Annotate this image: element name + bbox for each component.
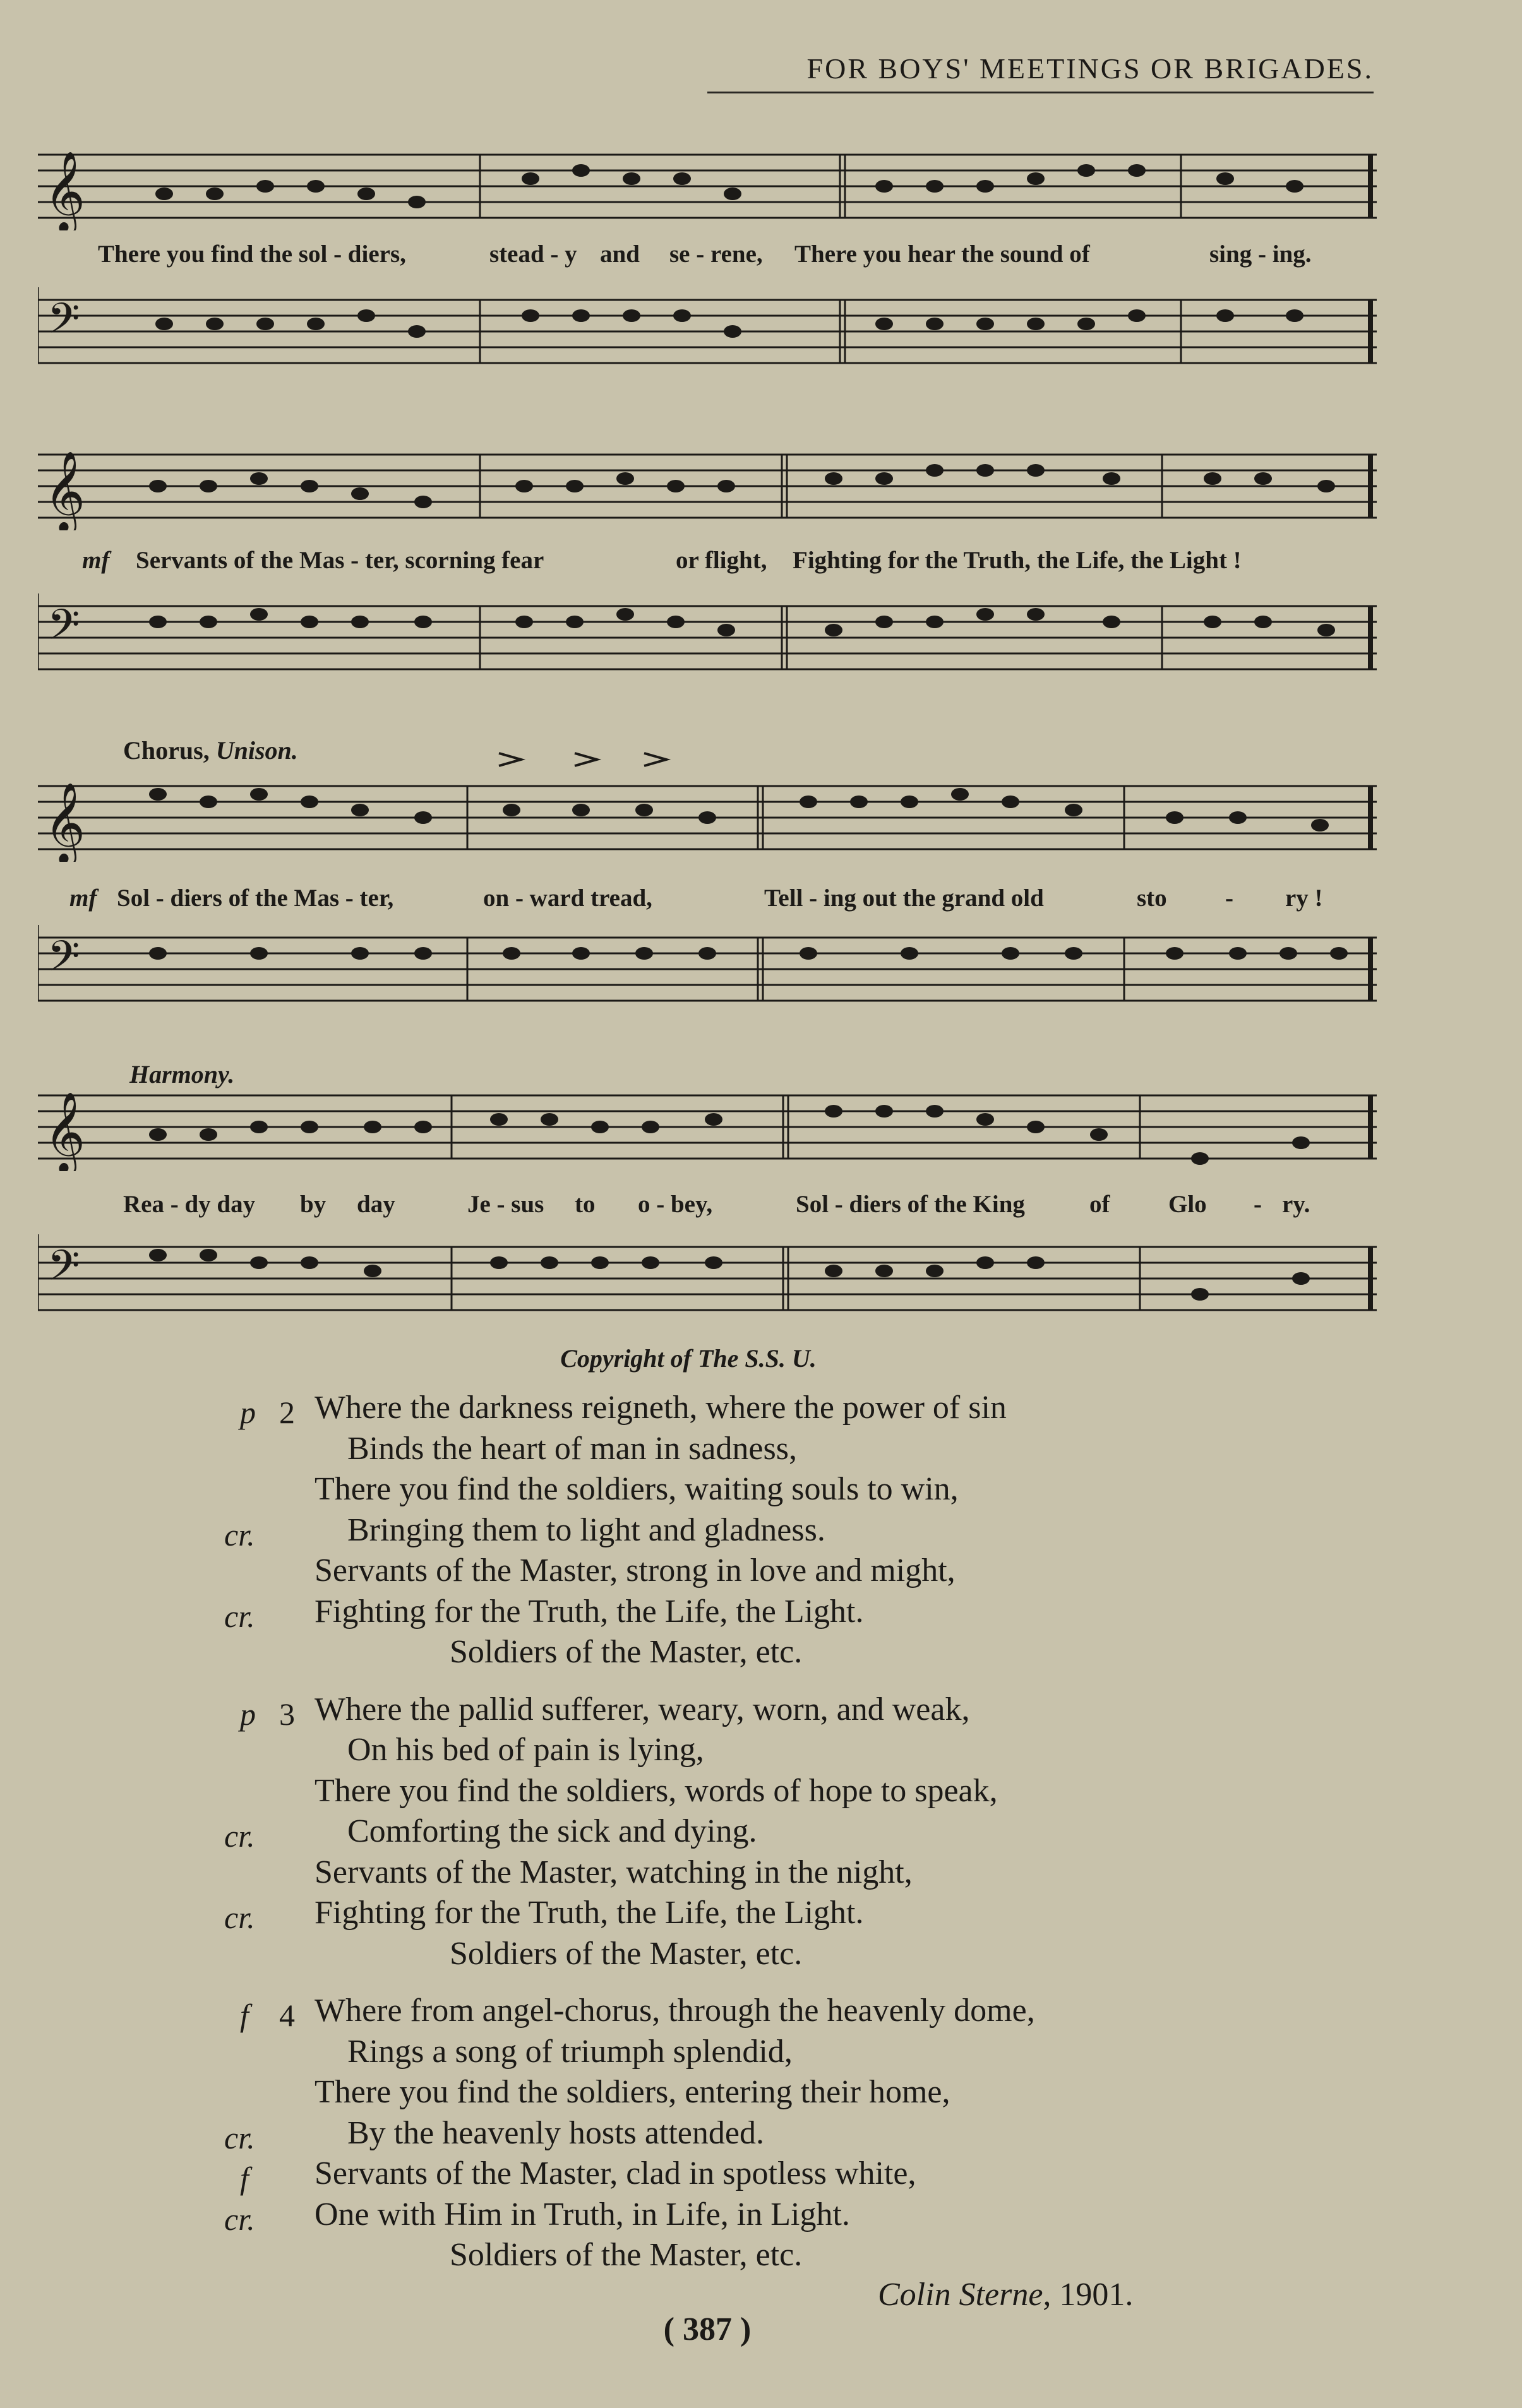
svg-text:𝄢: 𝄢 [47, 600, 80, 659]
copyright-notice: Copyright of The S.S. U. [560, 1344, 817, 1373]
dynamic-mark: p [240, 1696, 256, 1732]
dynamic-mark: cr. [224, 2119, 255, 2155]
lyric-syllables: and [600, 241, 640, 268]
verse-line: Rings a song of triumph splendid, [347, 2033, 793, 2070]
verse-line: Soldiers of the Master, etc. [450, 1634, 803, 1670]
dynamic-mark: p [240, 1395, 256, 1430]
verse-number: 2 [279, 1395, 295, 1430]
verse-line: Where the pallid sufferer, weary, worn, and weak, [315, 1691, 970, 1727]
svg-text:𝄞: 𝄞 [44, 1091, 86, 1171]
lyric-syllables: Servants of the Mas - ter, scorning fear [136, 547, 544, 574]
author-year: 1901. [1059, 2277, 1134, 2313]
lyric-syllables: ry. [1282, 1191, 1310, 1218]
verse-line: Fighting for the Truth, the Life, the Light. [315, 1895, 864, 1931]
verse-number: 3 [279, 1696, 295, 1732]
lyric-syllables: ry ! [1285, 885, 1323, 912]
lyric-syllables: Rea - dy day [123, 1191, 256, 1218]
lyric-syllables: - [1254, 1191, 1262, 1218]
dynamic-mark: cr. [224, 1900, 255, 1935]
accent-marks [493, 748, 745, 773]
dynamic-mark: mf [82, 547, 110, 574]
lyric-syllables: of [1089, 1191, 1110, 1218]
marker-style: Harmony. [129, 1060, 235, 1088]
lyric-syllables: on - ward tread, [483, 885, 652, 912]
lyric-syllables: There you find the sol - diers, [98, 241, 406, 268]
verse-line: Binds the heart of man in sadness, [347, 1430, 797, 1467]
svg-text:𝄢: 𝄢 [47, 1241, 80, 1300]
verse-line: Bringing them to light and gladness. [347, 1511, 825, 1548]
lyric-line-2 [38, 546, 1377, 578]
dynamic-mark: cr. [224, 2201, 255, 2237]
lyric-syllables: or flight, [676, 547, 767, 574]
music-system-3 [38, 773, 1377, 1026]
lyric-syllables: by [300, 1191, 327, 1218]
lyric-syllables: sto [1137, 885, 1167, 912]
bass-staff [38, 287, 1377, 388]
page-number: ( 387 ) [663, 2311, 752, 2347]
lyric-syllables: day [357, 1191, 395, 1218]
lyric-syllables: sing - ing. [1209, 241, 1312, 268]
dynamic-mark: cr. [224, 1598, 255, 1634]
treble-staff [38, 1083, 1377, 1171]
lyric-syllables: Je - sus [467, 1191, 544, 1218]
dynamic-mark: mf [69, 885, 97, 912]
marker-style: Unison. [215, 736, 298, 765]
author-name: Colin Sterne, [878, 2277, 1052, 2313]
lyric-syllables: - [1225, 885, 1233, 912]
verse-line: Comforting the sick and dying. [347, 1813, 757, 1849]
svg-text:𝄞: 𝄞 [44, 150, 86, 230]
verse-line: Servants of the Master, strong in love and might, [315, 1553, 956, 1588]
author-credit [878, 2276, 1133, 2313]
lyric-syllables: Tell - ing out the grand old [764, 885, 1044, 912]
svg-text:𝄞: 𝄞 [44, 782, 86, 862]
verse-line: Where from angel-chorus, through the heavenly dome, [315, 1993, 1035, 2029]
lyric-syllables: to [575, 1191, 596, 1218]
verse-line: There you find the soldiers, words of hope to speak, [315, 1772, 998, 1809]
lyric-line-1 [38, 240, 1377, 271]
verse-line: There you find the soldiers, entering their home, [315, 2074, 950, 2110]
dynamic-mark: cr. [224, 1517, 255, 1553]
svg-text:𝄞: 𝄞 [44, 450, 86, 530]
lyric-syllables: Glo [1168, 1191, 1207, 1218]
section-marker-chorus [123, 736, 298, 765]
music-system-4 [38, 1083, 1377, 1335]
dynamic-mark: f [240, 1998, 249, 2033]
lyric-line-3 [38, 884, 1377, 915]
svg-text:𝄢: 𝄢 [47, 294, 80, 353]
lyric-line-4 [38, 1190, 1377, 1222]
bass-staff [38, 593, 1377, 694]
lyric-syllables: Fighting for the Truth, the Life, the Light ! [793, 547, 1242, 574]
music-system-2 [38, 442, 1377, 694]
verse-line: Soldiers of the Master, etc. [450, 2237, 803, 2273]
music-system-1 [38, 142, 1377, 395]
lyric-syllables: Sol - diers of the Mas - ter, [117, 885, 394, 912]
lyric-syllables: o - bey, [638, 1191, 713, 1218]
lyric-syllables: Sol - diers of the King [796, 1191, 1025, 1218]
marker-label: Chorus, [123, 736, 210, 765]
lyric-syllables: stead - y [489, 241, 577, 268]
verse-line: By the heavenly hosts attended. [347, 2114, 764, 2151]
treble-staff [38, 442, 1377, 530]
svg-text:𝄢: 𝄢 [47, 932, 80, 991]
verse-line: Where the darkness reigneth, where the power of sin [315, 1390, 1007, 1426]
verse-line: Servants of the Master, watching in the night, [315, 1854, 913, 1890]
verse-line: Soldiers of the Master, etc. [450, 1935, 803, 1972]
lyric-syllables: se - rene, [669, 241, 763, 268]
treble-staff [38, 142, 1377, 230]
verse-line: There you find the soldiers, waiting souls to win, [315, 1471, 959, 1507]
verse-line: Servants of the Master, clad in spotless white, [315, 2155, 916, 2191]
verse-line: Fighting for the Truth, the Life, the Light. [315, 1593, 864, 1630]
treble-staff [38, 773, 1377, 862]
verse-number: 4 [279, 1998, 295, 2033]
verse-line: On his bed of pain is lying, [347, 1732, 704, 1768]
dynamic-mark: f [240, 2161, 249, 2196]
bass-staff [38, 1234, 1377, 1335]
lyric-syllables: There you hear the sound of [794, 241, 1090, 268]
running-header: FOR BOYS' MEETINGS OR BRIGADES. [707, 52, 1374, 93]
bass-staff [38, 925, 1377, 1026]
verse-line: One with Him in Truth, in Life, in Light. [315, 2196, 850, 2232]
dynamic-mark: cr. [224, 1818, 255, 1854]
